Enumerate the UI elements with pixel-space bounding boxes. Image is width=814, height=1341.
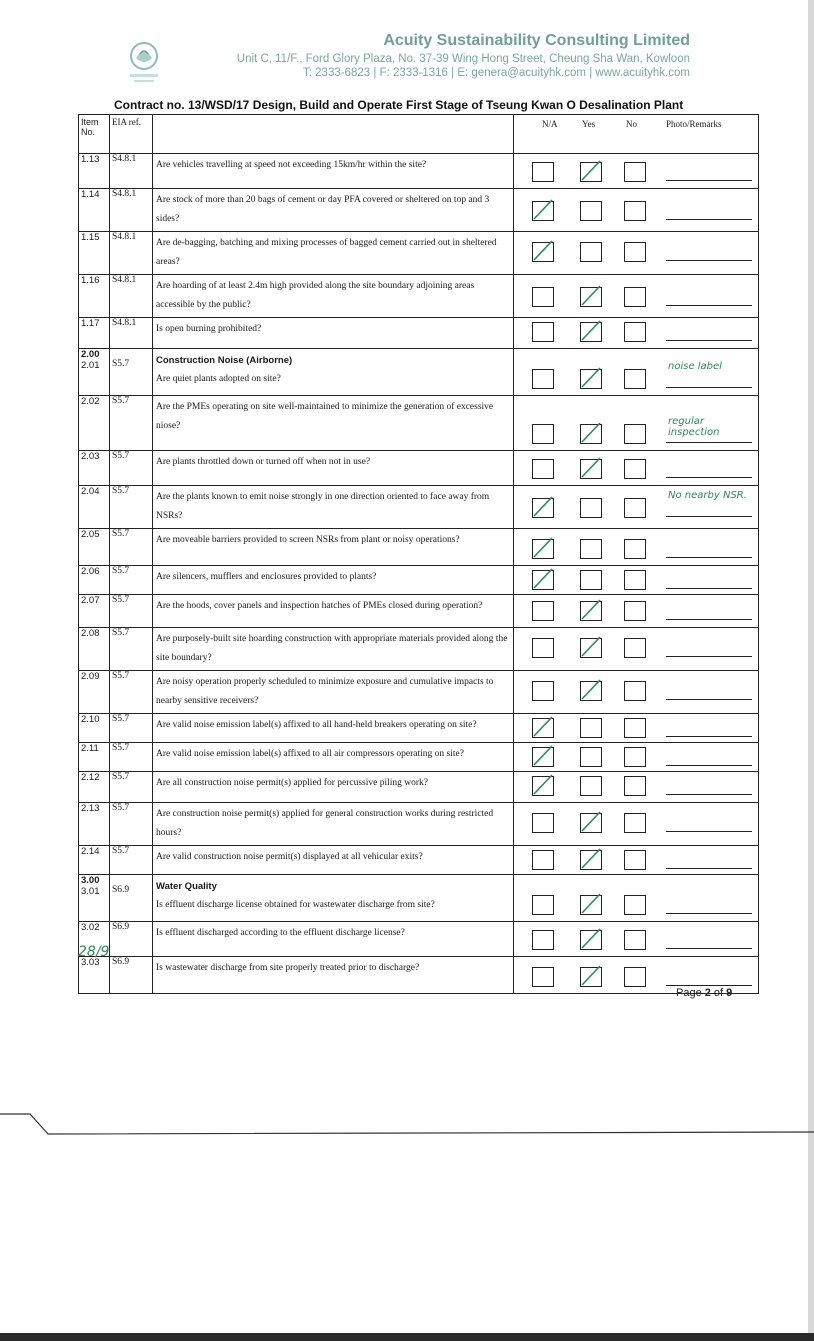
item-number: 2.06 [79, 566, 110, 595]
question: Are all construction noise permit(s) applied for percussive piling work? [153, 772, 514, 803]
question: Is open burning prohibited? [153, 318, 514, 349]
answer-cell [514, 671, 759, 714]
table-row [79, 232, 759, 275]
table-row [79, 922, 759, 957]
check-mark-icon [532, 199, 554, 221]
check-mark-icon [580, 422, 602, 444]
item-number: 1.14 [79, 189, 110, 232]
table-row [79, 189, 759, 232]
check-mark-icon [580, 679, 602, 701]
answer-cell [514, 714, 759, 743]
eia-ref: S4.8.1 [110, 275, 153, 318]
remarks-line [666, 516, 752, 517]
question: Are valid noise emission label(s) affixed to all hand-held breakers operating on site? [153, 714, 514, 743]
eia-ref: S5.7 [110, 529, 153, 566]
question: Are valid construction noise permit(s) displayed at all vehicular exits? [153, 846, 514, 875]
checkbox-no[interactable] [624, 718, 646, 738]
scan-edge-bottom [0, 1333, 814, 1341]
check-mark-icon [580, 160, 602, 182]
remarks-line [666, 305, 752, 306]
page-fold-edge [0, 1112, 814, 1142]
checkbox-no[interactable] [624, 287, 646, 307]
eia-ref: S5.7 [110, 714, 153, 743]
section-number: 3.00 [81, 875, 100, 886]
sub-eia-ref: S6.9 [112, 885, 130, 895]
question-text: Is effluent discharge license obtained for wastewater discharge from site? [156, 900, 435, 910]
remarks-line [666, 387, 752, 388]
answer-cell [514, 396, 759, 451]
checkbox-na[interactable] [532, 638, 554, 658]
eia-ref [110, 349, 153, 396]
checkbox-na[interactable] [532, 930, 554, 950]
check-mark-icon [532, 240, 554, 262]
item-number: 2.14 [79, 846, 110, 875]
remarks-line [666, 619, 752, 620]
section-number: 2.00 [81, 349, 100, 360]
eia-ref: S5.7 [110, 595, 153, 628]
col-yes: Yes [582, 119, 596, 129]
question [153, 875, 514, 922]
checkbox-na[interactable] [532, 967, 554, 987]
question: Are noisy operation properly scheduled to minimize exposure and cumulative impacts to nearby sensitive receivers? [153, 671, 514, 714]
remarks-line [666, 948, 752, 949]
item-number: 2.03 [79, 451, 110, 486]
question: Are purposely-built site hoarding construction with appropriate materials provided along the site boundary? [153, 628, 514, 671]
handwritten-remark: No nearby NSR. [668, 490, 747, 501]
eia-ref: S5.7 [110, 396, 153, 451]
check-mark-icon [580, 367, 602, 389]
checkbox-na[interactable] [532, 813, 554, 833]
remarks-line [666, 180, 752, 181]
remarks-line [666, 656, 752, 657]
remarks-line [666, 219, 752, 220]
question-text: Are quiet plants adopted on site? [156, 374, 281, 384]
col-na: N/A [542, 119, 558, 129]
checkbox-na[interactable] [532, 895, 554, 915]
checkbox-no[interactable] [624, 895, 646, 915]
checkbox-no[interactable] [624, 242, 646, 262]
checkbox-no[interactable] [624, 601, 646, 621]
check-mark-icon [532, 496, 554, 518]
checkbox-no[interactable] [624, 638, 646, 658]
checkbox-no[interactable] [624, 747, 646, 767]
check-mark-icon [532, 745, 554, 767]
checkbox-no[interactable] [624, 369, 646, 389]
item-number: 2.10 [79, 714, 110, 743]
check-mark-icon [532, 537, 554, 559]
eia-ref: S5.7 [110, 566, 153, 595]
table-row [79, 595, 759, 628]
question [153, 349, 514, 396]
checkbox-na[interactable] [532, 424, 554, 444]
checkbox-no[interactable] [624, 424, 646, 444]
remarks-line [666, 794, 752, 795]
checkbox-no[interactable] [624, 201, 646, 221]
checkbox-yes[interactable] [580, 498, 602, 518]
item-number: 3.02 [79, 922, 110, 957]
checkbox-yes[interactable] [580, 242, 602, 262]
eia-ref: S5.7 [110, 451, 153, 486]
eia-ref: S5.7 [110, 743, 153, 772]
question: Are silencers, mufflers and enclosures provided to plants? [153, 566, 514, 595]
answer-cell [514, 318, 759, 349]
remarks-line [666, 340, 752, 341]
question: Are moveable barriers provided to screen NSRs from plant or noisy operations? [153, 529, 514, 566]
eia-ref: S5.7 [110, 628, 153, 671]
check-mark-icon [580, 599, 602, 621]
item-number: 2.13 [79, 803, 110, 846]
answer-cell [514, 846, 759, 875]
eia-ref: S6.9 [110, 922, 153, 957]
eia-ref: S5.7 [110, 803, 153, 846]
question: Are plants throttled down or turned off when not in use? [153, 451, 514, 486]
answer-cell [514, 154, 759, 189]
checkbox-no[interactable] [624, 459, 646, 479]
item-number: 3.03 [79, 957, 110, 994]
col-question [153, 115, 514, 154]
answer-cell [514, 451, 759, 486]
col-no: No [626, 119, 637, 129]
table-row [79, 396, 759, 451]
item-number: 2.07 [79, 595, 110, 628]
check-mark-icon [532, 774, 554, 796]
item-number: 2.09 [79, 671, 110, 714]
checkbox-yes[interactable] [580, 539, 602, 559]
answer-cell [514, 275, 759, 318]
item-number [79, 875, 110, 922]
table-row [79, 529, 759, 566]
checkbox-na[interactable] [532, 850, 554, 870]
company-name: Acuity Sustainability Consulting Limited [383, 32, 690, 49]
answer-cell [514, 232, 759, 275]
check-mark-icon [580, 928, 602, 950]
table-row [79, 714, 759, 743]
checkbox-no[interactable] [624, 322, 646, 342]
question: Are valid noise emission label(s) affixed to all air compressors operating on site? [153, 743, 514, 772]
item-number: 2.04 [79, 486, 110, 529]
contract-title: Contract no. 13/WSD/17 Design, Build and Operate First Stage of Tseung Kwan O Desalination Plant [114, 98, 684, 112]
eia-ref: S5.7 [110, 772, 153, 803]
eia-ref: S4.8.1 [110, 232, 153, 275]
item-number: 2.02 [79, 396, 110, 451]
answer-cell [514, 743, 759, 772]
handwritten-remark: noise label [668, 361, 722, 372]
checkbox-no[interactable] [624, 930, 646, 950]
checkbox-no[interactable] [624, 570, 646, 590]
answer-cell [514, 566, 759, 595]
eia-ref: S4.8.1 [110, 189, 153, 232]
checklist-table [78, 114, 759, 994]
eia-ref: S4.8.1 [110, 154, 153, 189]
check-mark-icon [580, 893, 602, 915]
checkbox-no[interactable] [624, 850, 646, 870]
check-mark-icon [580, 636, 602, 658]
checkbox-na[interactable] [532, 681, 554, 701]
answer-cell [514, 922, 759, 957]
question: Are the hoods, cover panels and inspection hatches of PMEs closed during operation? [153, 595, 514, 628]
table-row [79, 957, 759, 994]
checkbox-na[interactable] [532, 459, 554, 479]
checkbox-no[interactable] [624, 162, 646, 182]
remarks-line [666, 868, 752, 869]
question: Are hoarding of at least 2.4m high provided along the site boundary adjoining areas accessible by the public? [153, 275, 514, 318]
remarks-line [666, 442, 752, 443]
company-header [237, 32, 690, 79]
eia-ref: S5.7 [110, 486, 153, 529]
answer-cell [514, 349, 759, 396]
checkbox-yes[interactable] [580, 776, 602, 796]
checkbox-yes[interactable] [580, 747, 602, 767]
answer-cell [514, 772, 759, 803]
section-title: Water Quality [156, 881, 217, 892]
question: Are construction noise permit(s) applied for general construction works during restricted hours? [153, 803, 514, 846]
eia-ref [110, 875, 153, 922]
item-number: 1.13 [79, 154, 110, 189]
col-marks [514, 115, 759, 154]
item-number: 2.05 [79, 529, 110, 566]
table-row [79, 486, 759, 529]
table-row [79, 743, 759, 772]
question: Is wastewater discharge from site properly treated prior to discharge? [153, 957, 514, 994]
check-mark-icon [580, 965, 602, 987]
checkbox-no[interactable] [624, 813, 646, 833]
table-row [79, 275, 759, 318]
answer-cell [514, 529, 759, 566]
company-address: Unit C, 11/F., Ford Glory Plaza, No. 37-39 Wing Hong Street, Cheung Sha Wan, Kowloon [236, 53, 690, 65]
check-mark-icon [580, 285, 602, 307]
eia-ref: S5.7 [110, 846, 153, 875]
checkbox-no[interactable] [624, 498, 646, 518]
item-number: 2.11 [79, 743, 110, 772]
remarks-line [666, 765, 752, 766]
eia-ref: S4.8.1 [110, 318, 153, 349]
answer-cell [514, 486, 759, 529]
question: Are de-bagging, batching and mixing processes of bagged cement carried out in sheltered areas? [153, 232, 514, 275]
item-number: 1.15 [79, 232, 110, 275]
checkbox-na[interactable] [532, 369, 554, 389]
company-logo [122, 38, 166, 86]
checkbox-na[interactable] [532, 601, 554, 621]
table-row [79, 349, 759, 396]
remarks-line [666, 985, 752, 986]
item-number: 2.12 [79, 772, 110, 803]
remarks-line [666, 699, 752, 700]
section-title: Construction Noise (Airborne) [156, 355, 293, 366]
remarks-line [666, 913, 752, 914]
answer-cell [514, 189, 759, 232]
check-mark-icon [532, 568, 554, 590]
col-remarks: Photo/Remarks [666, 119, 722, 129]
table-row [79, 846, 759, 875]
table-row [79, 566, 759, 595]
checkbox-yes[interactable] [580, 718, 602, 738]
checkbox-no[interactable] [624, 539, 646, 559]
checkbox-no[interactable] [624, 681, 646, 701]
item-number: 1.16 [79, 275, 110, 318]
table-row [79, 154, 759, 189]
checkbox-yes[interactable] [580, 570, 602, 590]
table-row [79, 772, 759, 803]
col-item: Item No. [79, 115, 110, 154]
sub-item-number: 3.01 [81, 886, 100, 897]
item-number [79, 349, 110, 396]
eia-ref: S5.7 [110, 671, 153, 714]
checkbox-na[interactable] [532, 287, 554, 307]
company-contact: T: 2333-6823 | F: 2333-1316 | E: genera@acuityhk.com | www.acuityhk.com [303, 67, 690, 79]
question: Are stock of more than 20 bags of cement or day PFA covered or sheltered on top and 3 sides? [153, 189, 514, 232]
item-number: 2.08 [79, 628, 110, 671]
question: Is effluent discharged according to the effluent discharge license? [153, 922, 514, 957]
remarks-line [666, 831, 752, 832]
table-row [79, 451, 759, 486]
handwritten-remark: regular inspection [668, 416, 720, 438]
company-phone: T: 2333-6823 [303, 67, 371, 79]
page-number: Page 2 of 9 [676, 987, 733, 999]
question: Are the PMEs operating on site well-maintained to minimize the generation of excessive niose? [153, 396, 514, 451]
check-mark-icon [580, 320, 602, 342]
checkbox-yes[interactable] [580, 201, 602, 221]
handwritten-date: 28/9 [78, 944, 110, 960]
checkbox-na[interactable] [532, 322, 554, 342]
check-mark-icon [580, 811, 602, 833]
answer-cell [514, 875, 759, 922]
table-row [79, 628, 759, 671]
sub-item-number: 2.01 [81, 360, 100, 371]
question: Are the plants known to emit noise strongly in one direction oriented to face away from NSRs? [153, 486, 514, 529]
table-header-row [79, 115, 759, 154]
table-row [79, 875, 759, 922]
remarks-line [666, 260, 752, 261]
eia-ref: S6.9 [110, 957, 153, 994]
company-fax: F: 2333-1316 [379, 67, 448, 79]
remarks-line [666, 557, 752, 558]
remarks-line [666, 736, 752, 737]
table-row [79, 803, 759, 846]
checkbox-no[interactable] [624, 967, 646, 987]
answer-cell [514, 803, 759, 846]
table-row [79, 318, 759, 349]
company-email: E: genera@acuityhk.com [457, 67, 587, 79]
remarks-line [666, 477, 752, 478]
item-number: 1.17 [79, 318, 110, 349]
checkbox-no[interactable] [624, 776, 646, 796]
sub-eia-ref: S5.7 [112, 359, 130, 369]
company-website: www.acuityhk.com [595, 67, 690, 79]
checkbox-na[interactable] [532, 162, 554, 182]
answer-cell [514, 628, 759, 671]
check-mark-icon [580, 848, 602, 870]
col-eia-ref: EIA ref. [110, 115, 153, 154]
check-mark-icon [532, 716, 554, 738]
answer-cell [514, 595, 759, 628]
question: Are vehicles travelling at speed not exceeding 15km/hr within the site? [153, 154, 514, 189]
check-mark-icon [580, 457, 602, 479]
table-row [79, 671, 759, 714]
remarks-line [666, 588, 752, 589]
